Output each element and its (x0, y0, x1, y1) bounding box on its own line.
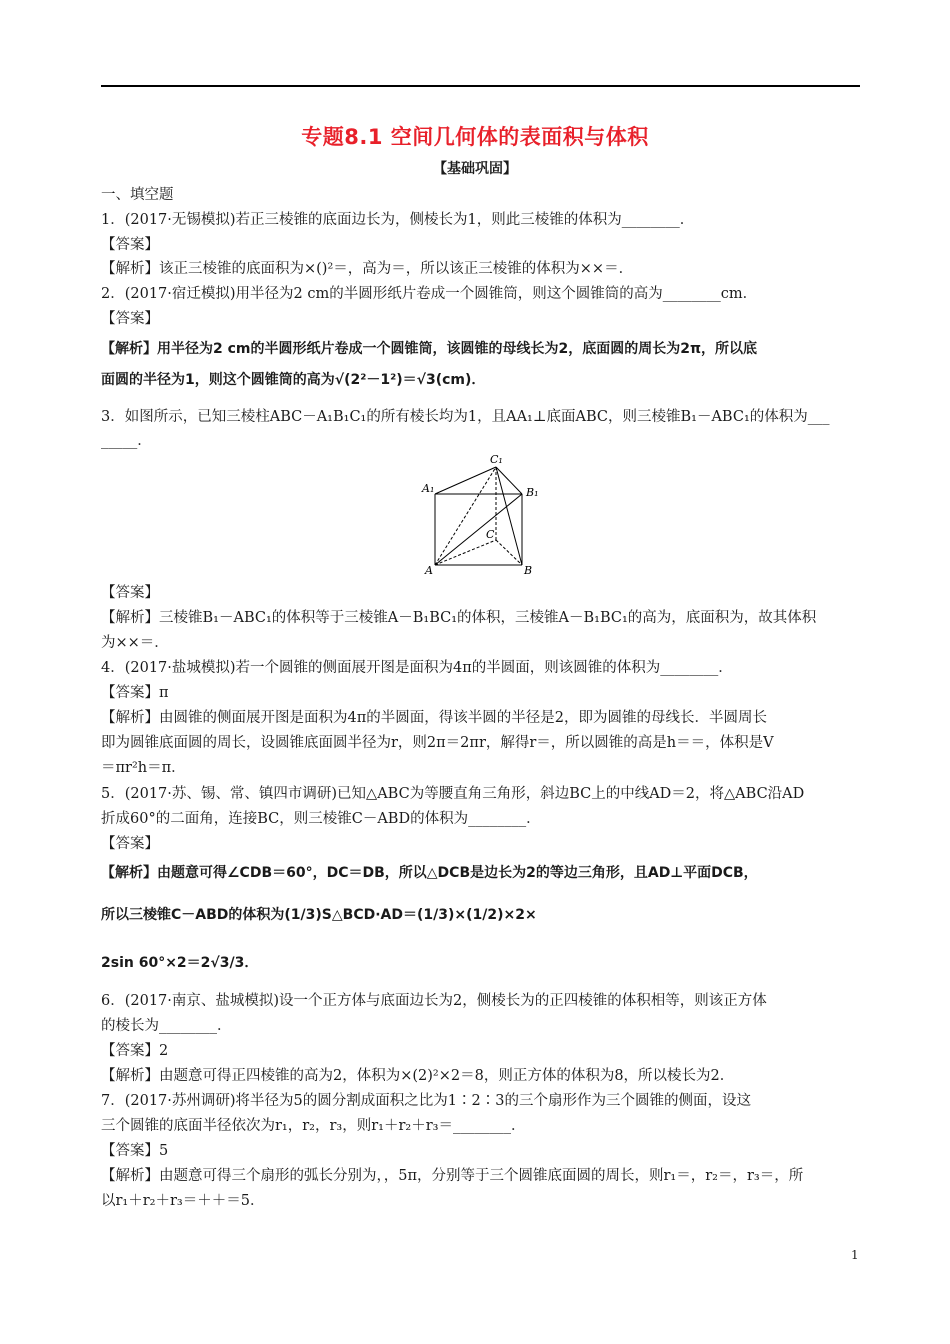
label-C1: C₁ (490, 453, 503, 466)
solution-6: 【解析】由题意可得正四棱锥的高为2，体积为×(2)²×2＝8，则正方体的体积为8，所以棱长为2． (101, 1068, 735, 1084)
label-C: C (486, 528, 495, 541)
answer-label: 【答案】 (101, 585, 159, 601)
section-heading: 一、填空题 (101, 187, 174, 203)
page-title: 专题8.1 空间几何体的表面积与体积 (301, 125, 649, 149)
label-B1: B₁ (526, 486, 539, 499)
question-5-line-2: 折成60°的二面角，连接BC，则三棱锥C－ABD的体积为________． (101, 811, 541, 827)
question-5-line-1: 5．(2017·苏、锡、常、镇四市调研)已知△ABC为等腰直角三角形，斜边BC上的中线AD＝2，将△ABC沿AD (101, 786, 805, 802)
prism-figure (420, 452, 545, 577)
solution-3-line-2: 为××＝． (101, 635, 169, 651)
question-4: 4．(2017·盐城模拟)若一个圆锥的侧面展开图是面积为4π的半圆面，则该圆锥的体积为________． (101, 660, 733, 676)
solution-7-line-1: 【解析】由题意可得三个扇形的弧长分别为，，5π，分别等于三个圆锥底面圆的周长，则r₁＝，r₂＝，r₃＝，所 (101, 1168, 804, 1184)
answer-label: 【答案】 (101, 836, 159, 852)
header-rule (101, 85, 860, 87)
answer-4: 【答案】π (101, 685, 169, 701)
solution-1: 【解析】该正三棱锥的底面积为×()²＝，高为＝，所以该正三棱锥的体积为××＝． (101, 261, 634, 277)
answer-7: 【答案】5 (101, 1143, 169, 1159)
label-A1: A₁ (422, 482, 435, 495)
solution-5-line-2: 所以三棱锥C－ABD的体积为(1/3)S△BCD·AD＝(1/3)×(1/2)×2× (101, 907, 537, 923)
answer-label: 【答案】 (101, 237, 159, 253)
label-B: B (524, 564, 533, 577)
question-6-line-1: 6．(2017·南京、盐城模拟)设一个正方体与底面边长为2，侧棱长为的正四棱锥的体积相等，则该正方体 (101, 993, 767, 1009)
label-A: A (425, 564, 433, 577)
solution-4-line-3: ＝πr²h＝π． (101, 760, 186, 776)
solution-2-line-1: 【解析】用半径为2 cm的半圆形纸片卷成一个圆锥筒，该圆锥的母线长为2，底面圆的周长为2π，所以底 (101, 341, 758, 357)
question-2: 2．(2017·宿迁模拟)用半径为2 cm的半圆形纸片卷成一个圆锥筒，则这个圆锥筒的高为________cm． (101, 286, 758, 302)
answer-label: 【答案】 (101, 311, 159, 327)
page-number: 1 (851, 1248, 859, 1262)
question-7-line-2: 三个圆锥的底面半径依次为r₁，r₂，r₃，则r₁＋r₂＋r₃＝________． (101, 1118, 526, 1134)
solution-3-line-1: 【解析】三棱锥B₁－ABC₁的体积等于三棱锥A－B₁BC₁的体积，三棱锥A－B₁BC₁的高为，底面积为，故其体积 (101, 610, 817, 626)
solution-4-line-1: 【解析】由圆锥的侧面展开图是面积为4π的半圆面，得该半圆的半径是2，即为圆锥的母线长．半圆周长 (101, 710, 767, 726)
question-6-line-2: 的棱长为________． (101, 1018, 232, 1034)
solution-5-line-1: 【解析】由题意可得∠CDB＝60°，DC＝DB，所以△DCB是边长为2的等边三角形，且AD⊥平面DCB， (101, 865, 758, 881)
question-7-line-1: 7．(2017·苏州调研)将半径为5的圆分割成面积之比为1∶2∶3的三个扇形作为三个圆锥的侧面，设这 (101, 1093, 751, 1109)
section-subtitle: 【基础巩固】 (433, 161, 517, 177)
answer-6: 【答案】2 (101, 1043, 169, 1059)
solution-5-line-3: 2sin 60°×2＝2√3/3． (101, 955, 259, 971)
question-1: 1．(2017·无锡模拟)若正三棱锥的底面边长为，侧棱长为1，则此三棱锥的体积为________． (101, 212, 695, 228)
question-3-line-1: 3．如图所示，已知三棱柱ABC－A₁B₁C₁的所有棱长均为1，且AA₁⊥底面ABC，则三棱锥B₁－ABC₁的体积为___ (101, 409, 830, 425)
solution-4-line-2: 即为圆锥底面圆的周长，设圆锥底面圆半径为r，则2π＝2πr，解得r＝，所以圆锥的高是h＝＝，体积是V (101, 735, 774, 751)
solution-2-line-2: 面圆的半径为1，则这个圆锥筒的高为√(2²－1²)＝√3(cm)． (101, 372, 486, 388)
question-3-line-2: _____． (101, 433, 152, 449)
solution-7-line-2: 以r₁＋r₂＋r₃＝＋＋＝5． (101, 1193, 265, 1209)
